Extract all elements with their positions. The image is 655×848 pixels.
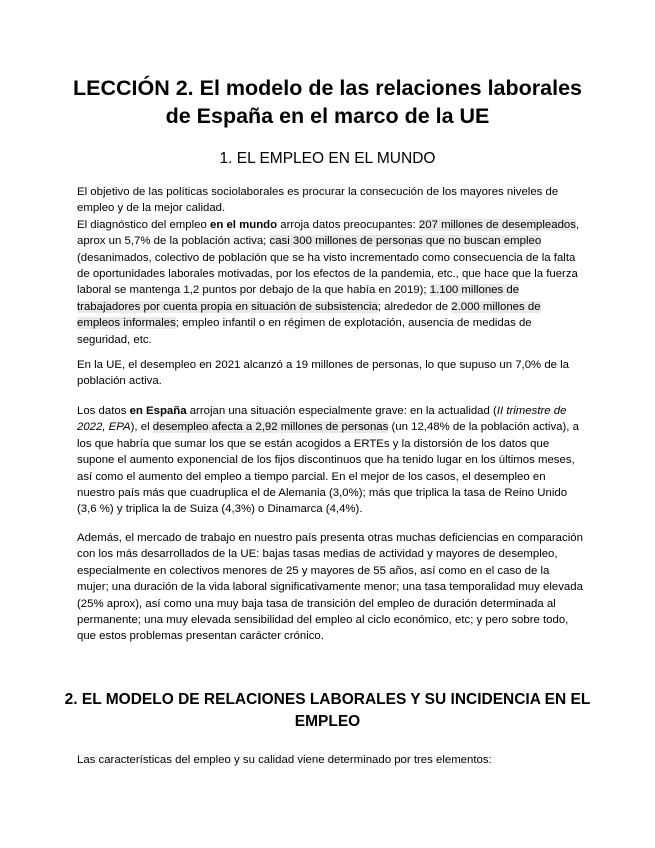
highlighted-text: 1.100 millones de trabajadores por cuenta propia en situación de subsistencia [77,284,520,313]
paragraph-text: arrojan una situación especialmente grave: en la actualidad ( [186,405,497,417]
section-1-paragraph-1 [77,184,584,348]
paragraph-text: (desanimados, colectivo de población que se ha visto incrementado como consecuencia de la falta de oportunidades laborales motivadas, por los efectos de la pandemia, etc., que hace que la fuerza laboral se mantenga 1,2 puntos por debajo de la que había en 2019); [77,251,578,297]
section-1-paragraph-4 [77,403,584,518]
paragraph-text: , aprox un 5,7% de la población activa; [77,218,580,248]
paragraph-text: (un 12,48% de la población activa), a los que habría que sumar los que se están acogidos a ERTEs y la distorsión de los datos que supone el aumento exponencial de los fijos discontinuos que ha tenido lugar en los últimos meses, así como el aumento del empleo a tiempo parcial. En el mejor de los casos, el desempleo en nuestro país más que cuadruplica el de Alemania (3,0%); más que triplica la tasa de Reino Unido (3,6 %) y triplica la de Suiza (4,3%) o Dinamarca (4,4%). [77,421,579,516]
italic-text: II trimestre de 2022, EPA [77,405,567,434]
highlighted-text: 2.000 millones de empleos informales [77,300,541,330]
highlighted-text: casi 300 millones de personas que no buscan empleo [269,235,542,248]
section-1-heading: 1. EL EMPLEO EN EL MUNDO [219,150,436,167]
section-2-paragraph-1: Las características del empleo y su calidad viene determinado por tres elementos: [77,754,492,766]
paragraph-text: ; alrededor de [377,300,452,313]
page-title: LECCIÓN 2. El modelo de las relaciones laborales de España en el marco de la UE [72,76,582,128]
bold-text: en España [129,405,187,417]
paragraph-text: Los datos [77,405,130,417]
paragraph-text: ; empleo infantil o en régimen de explotación, ausencia de medidas de seguridad, etc. [77,317,532,346]
paragraph-text: El diagnóstico del empleo [77,218,210,231]
paragraph-text: ), el [130,421,153,434]
highlighted-text: 207 millones de desempleados [418,218,576,231]
highlighted-text: desempleo afecta a 2,92 millones de personas [152,421,389,434]
section-1-paragraph-3: En la UE, el desempleo en 2021 alcanzó a 19 millones de personas, lo que supuso un 7,0% de la población activa. [77,359,570,388]
section-2-heading: 2. EL MODELO DE RELACIONES LABORALES Y SU INCIDENCIA EN EL EMPLEO [64,691,591,730]
paragraph-text: arroja datos preocupantes: [277,218,419,231]
paragraph-text: El objetivo de las políticas sociolaborales es procurar la consecución de los mayores niveles de empleo y de la mejor calidad. [77,186,559,215]
bold-text: en el mundo [209,218,278,231]
section-1-paragraph-5: Además, el mercado de trabajo en nuestro país presenta otras muchas deficiencias en comparación con los más desarrollados de la UE: bajas tasas medias de actividad y mayores de desempleo, especialmente en colectivos menores de 25 y mayores de 55 años, así como en el caso de la mujer; una duración de la vida laboral significativamente menor; una tasa temporalidad muy elevada (25% aprox), así como una muy baja tasa de transición del empleo de duración determinada al permanente; una muy elevada sensibilidad del empleo al ciclo económico, etc; y pero sobre todo, que estos problemas presentan carácter crónico. [77,532,583,643]
